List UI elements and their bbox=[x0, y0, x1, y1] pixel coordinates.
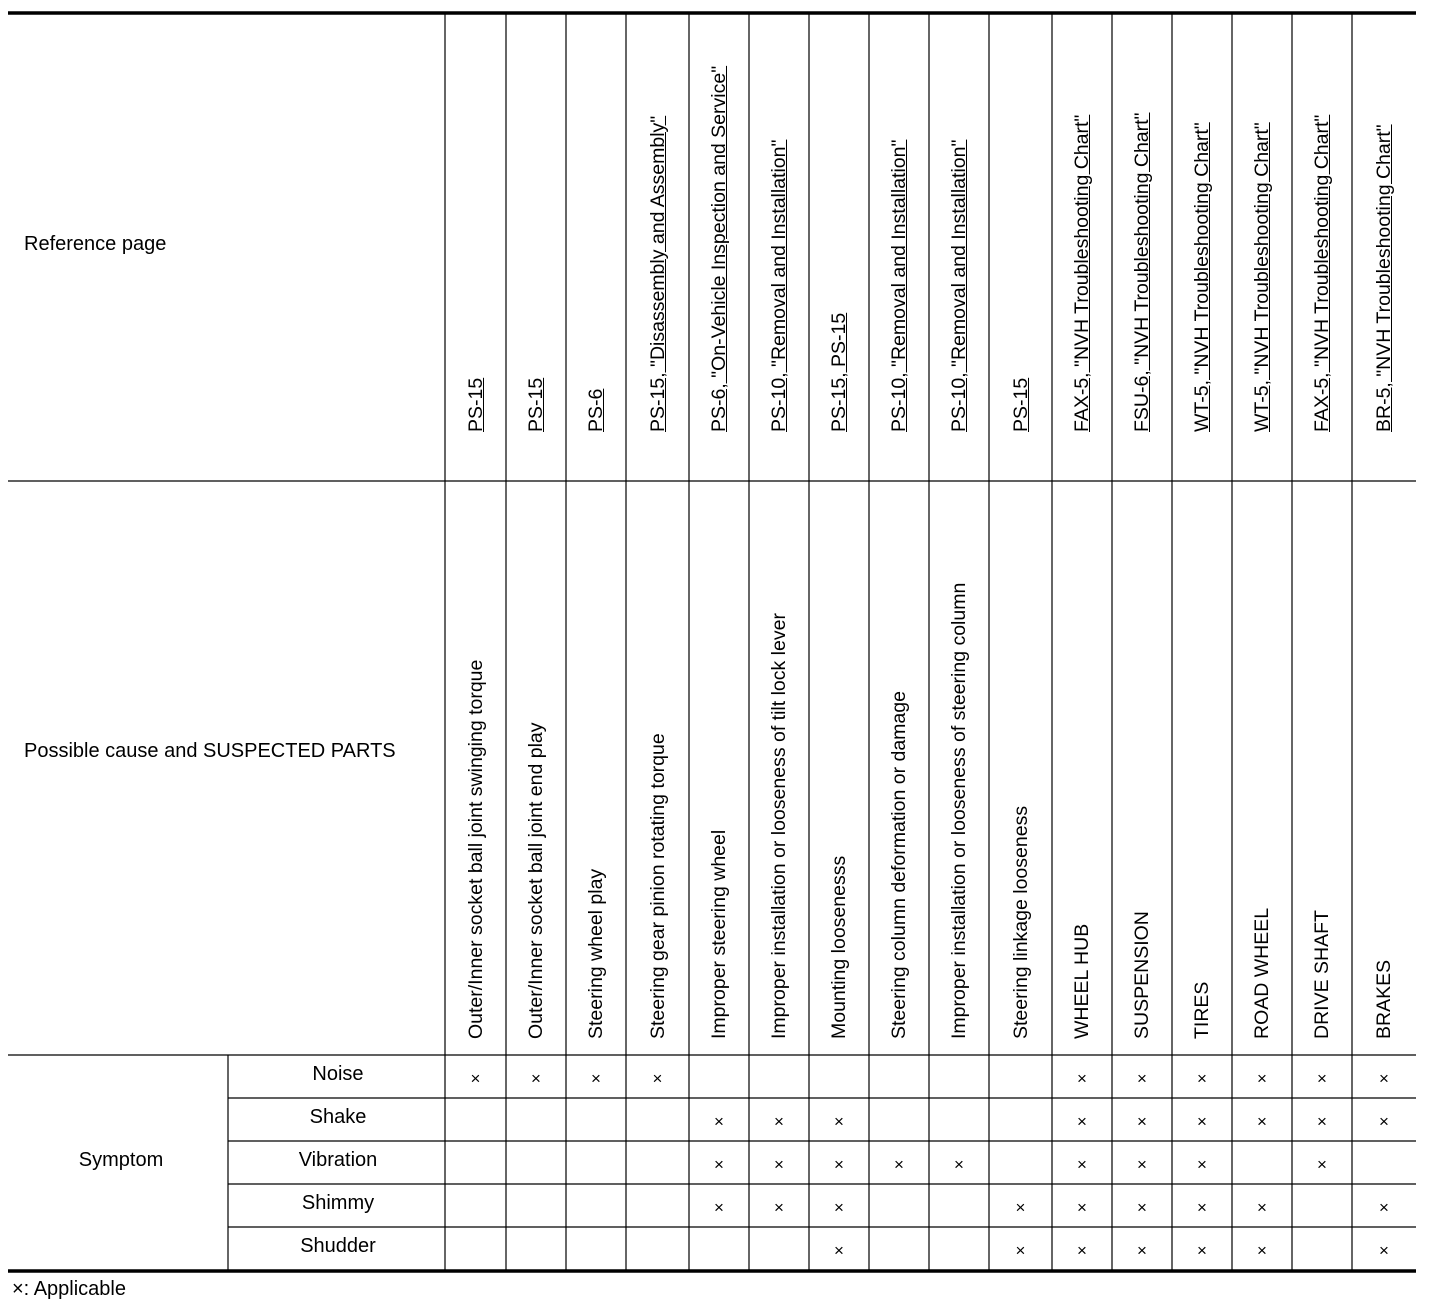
applicable-mark: × bbox=[531, 1068, 541, 1088]
applicable-mark: × bbox=[834, 1241, 844, 1260]
reference-link[interactable]: PS-10, "Removal and Installation" bbox=[768, 139, 790, 432]
applicable-mark: × bbox=[1257, 1068, 1267, 1088]
reference-link[interactable]: WT-5, "NVH Troubleshooting Chart" bbox=[1191, 122, 1213, 432]
applicable-mark: × bbox=[1077, 1068, 1087, 1088]
applicable-mark: × bbox=[834, 1197, 844, 1217]
applicable-mark: × bbox=[774, 1111, 784, 1131]
suspected-part-label: DRIVE SHAFT bbox=[1311, 910, 1333, 1039]
applicable-mark: × bbox=[954, 1154, 964, 1174]
applicable-mark: × bbox=[1077, 1154, 1087, 1174]
applicable-mark: × bbox=[652, 1068, 663, 1088]
applicable-mark: × bbox=[1077, 1197, 1087, 1217]
applicable-mark: × bbox=[714, 1197, 724, 1217]
applicable-mark: × bbox=[1077, 1111, 1087, 1131]
suspected-part-label: BRAKES bbox=[1373, 959, 1395, 1039]
symptom-name: Noise bbox=[312, 1062, 364, 1085]
suspected-parts-label: Possible cause and SUSPECTED PARTS bbox=[24, 740, 396, 762]
suspected-part-label: Outer/Inner socket ball joint end play bbox=[525, 722, 547, 1039]
applicable-mark: × bbox=[1197, 1241, 1207, 1260]
suspected-part-label: Improper installation or looseness of tilt lock lever bbox=[768, 613, 790, 1039]
applicable-mark: × bbox=[1137, 1068, 1147, 1088]
applicable-mark: × bbox=[1137, 1111, 1147, 1131]
suspected-part-label: Mounting loosenesss bbox=[828, 855, 850, 1039]
applicable-mark: × bbox=[1257, 1241, 1267, 1260]
symptom-name: Shudder bbox=[300, 1235, 376, 1257]
suspected-part-label: Steering linkage looseness bbox=[1009, 805, 1032, 1039]
footnote: ×: Applicable bbox=[12, 1278, 126, 1300]
reference-link[interactable]: WT-5, "NVH Troubleshooting Chart" bbox=[1251, 122, 1273, 432]
applicable-mark: × bbox=[1137, 1241, 1147, 1260]
applicable-mark: × bbox=[1015, 1197, 1026, 1217]
reference-link[interactable]: PS-15 bbox=[1009, 377, 1032, 432]
reference-page-label: Reference page bbox=[24, 233, 167, 255]
applicable-mark: × bbox=[1077, 1241, 1087, 1260]
suspected-part-label: Steering column deformation or damage bbox=[888, 691, 910, 1039]
applicable-mark: × bbox=[774, 1197, 784, 1217]
reference-link[interactable]: PS-6, "On-Vehicle Inspection and Service" bbox=[708, 65, 730, 432]
reference-link[interactable]: PS-15 bbox=[464, 377, 487, 432]
suspected-part-label: TIRES bbox=[1191, 981, 1213, 1039]
applicable-mark: × bbox=[834, 1154, 844, 1174]
symptom-name: Shimmy bbox=[301, 1191, 375, 1214]
applicable-mark: × bbox=[1317, 1111, 1327, 1131]
suspected-part-label: SUSPENSION bbox=[1131, 911, 1153, 1039]
applicable-mark: × bbox=[1197, 1197, 1207, 1217]
applicable-mark: × bbox=[834, 1111, 844, 1131]
reference-link[interactable]: PS-15 bbox=[525, 377, 547, 432]
reference-link[interactable]: PS-10, "Removal and Installation" bbox=[888, 139, 910, 432]
applicable-mark: × bbox=[1197, 1068, 1207, 1088]
applicable-mark: × bbox=[1317, 1154, 1327, 1174]
suspected-part-label: ROAD WHEEL bbox=[1251, 907, 1273, 1039]
applicable-mark: × bbox=[894, 1154, 904, 1174]
applicable-mark: × bbox=[714, 1154, 724, 1174]
applicable-mark: × bbox=[1137, 1197, 1147, 1217]
reference-link[interactable]: PS-15, "Disassembly and Assembly" bbox=[646, 115, 669, 432]
applicable-mark: × bbox=[774, 1154, 784, 1174]
suspected-part-label: Improper steering wheel bbox=[708, 829, 730, 1039]
reference-link[interactable]: FSU-6, "NVH Troubleshooting Chart" bbox=[1131, 112, 1153, 432]
symptom-label: Symptom bbox=[78, 1149, 164, 1171]
suspected-part-label: WHEEL HUB bbox=[1071, 923, 1093, 1039]
applicable-mark: × bbox=[714, 1111, 724, 1131]
reference-link[interactable]: BR-5, "NVH Troubleshooting Chart" bbox=[1373, 124, 1395, 432]
applicable-mark: × bbox=[1317, 1068, 1327, 1088]
applicable-mark: × bbox=[1379, 1197, 1389, 1217]
applicable-mark: × bbox=[470, 1068, 481, 1088]
applicable-mark: × bbox=[1015, 1241, 1026, 1260]
suspected-part-label: Outer/Inner socket ball joint swinging torque bbox=[464, 659, 487, 1039]
applicable-mark: × bbox=[1379, 1111, 1389, 1131]
reference-link[interactable]: FAX-5, "NVH Troubleshooting Chart" bbox=[1071, 114, 1093, 432]
reference-link[interactable]: PS-10, "Removal and Installation" bbox=[948, 139, 970, 432]
applicable-mark: × bbox=[1379, 1068, 1389, 1088]
applicable-mark: × bbox=[1379, 1241, 1389, 1260]
reference-link[interactable]: PS-6 bbox=[585, 388, 607, 432]
applicable-mark: × bbox=[1257, 1197, 1267, 1217]
applicable-mark: × bbox=[1197, 1154, 1207, 1174]
reference-link[interactable]: PS-15, PS-15 bbox=[828, 312, 850, 432]
applicable-mark: × bbox=[1137, 1154, 1147, 1174]
applicable-mark: × bbox=[1197, 1111, 1207, 1131]
symptom-name: Shake bbox=[309, 1105, 367, 1128]
reference-link[interactable]: FAX-5, "NVH Troubleshooting Chart" bbox=[1311, 114, 1333, 432]
suspected-part-label: Steering gear pinion rotating torque bbox=[646, 733, 669, 1039]
applicable-mark: × bbox=[591, 1068, 601, 1088]
applicable-mark: × bbox=[1257, 1111, 1267, 1131]
suspected-part-label: Improper installation or looseness of steering column bbox=[948, 582, 970, 1039]
suspected-part-label: Steering wheel play bbox=[585, 868, 607, 1039]
symptom-name: Vibration bbox=[298, 1148, 378, 1171]
